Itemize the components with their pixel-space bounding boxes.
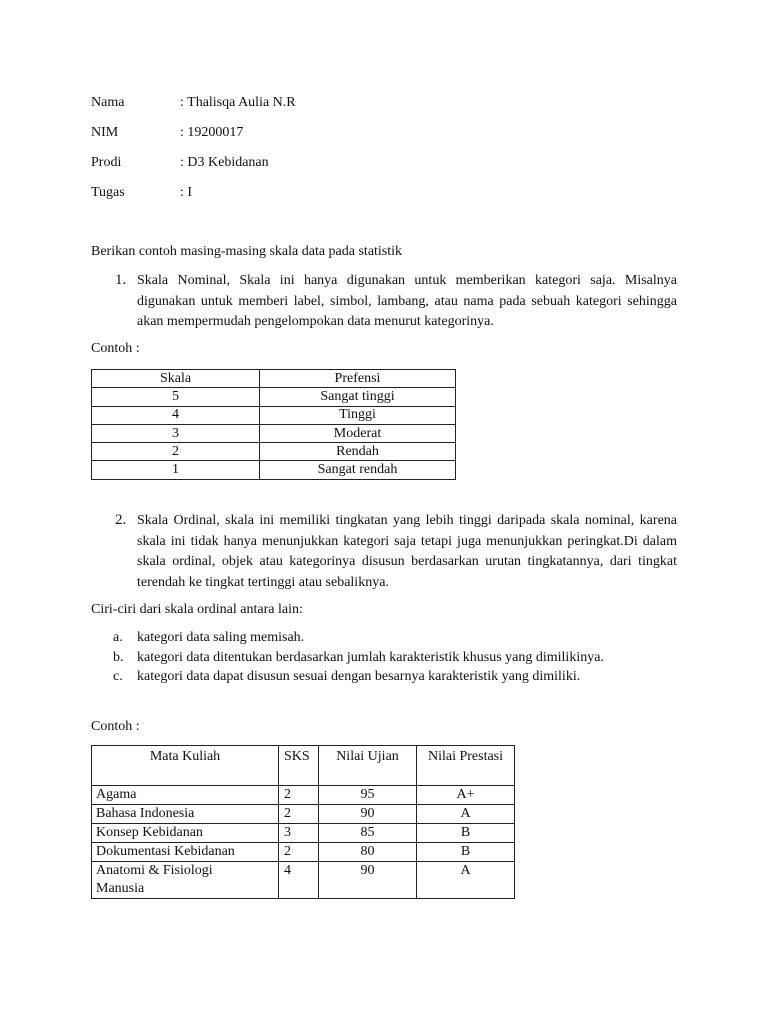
item-number: 1.	[115, 272, 127, 288]
identity-label: Prodi	[91, 155, 122, 170]
column-header: SKS	[279, 746, 319, 786]
table-cell: 1	[92, 461, 260, 479]
table-cell: 90	[319, 805, 417, 824]
table-row	[92, 424, 456, 442]
table-cell: Agama	[92, 786, 279, 805]
table-cell: 4	[92, 406, 260, 424]
column-header: Nilai Ujian	[319, 746, 417, 786]
table-cell: 2	[279, 843, 319, 862]
list-text: kategori data saling memisah.	[137, 630, 305, 645]
table-cell: 2	[92, 443, 260, 461]
item-paragraph-ordinal: Skala Ordinal, skala ini memiliki tingkatan yang lebih tinggi daripada skala nominal, karena skala ini tidak hanya menunjukkan kategori saja tetapi juga menunjukkan peringkat.Di dalam skala ordinal, objek atau kategorinya disusun berdasarkan urutan tingkatannya, dari tingkat terendah ke tingkat tertinggi atau sebaliknya.	[137, 513, 677, 590]
column-header: Skala	[92, 370, 260, 388]
contoh-label: Contoh :	[91, 719, 140, 734]
table-cell: Konsep Kebidanan	[92, 824, 279, 843]
table-cell: Bahasa Indonesia	[92, 805, 279, 824]
item-number: 2.	[115, 512, 127, 528]
table-row	[92, 862, 515, 899]
ciri-heading: Ciri-ciri dari skala ordinal antara lain:	[91, 602, 303, 617]
table-cell: 3	[92, 424, 260, 442]
table-cell: Moderat	[260, 424, 456, 442]
list-item	[91, 628, 691, 648]
table-row	[92, 824, 515, 843]
column-header: Mata Kuliah	[92, 746, 279, 786]
table-row	[92, 388, 456, 406]
table-cell: 2	[279, 786, 319, 805]
ciri-list	[91, 628, 691, 687]
table-row	[92, 786, 515, 805]
table-cell: 2	[279, 805, 319, 824]
table-cell: Sangat tinggi	[260, 388, 456, 406]
table-cell: B	[417, 843, 515, 862]
list-marker: b.	[113, 649, 124, 665]
identity-value: : D3 Kebidanan	[180, 155, 269, 170]
table-cell: Rendah	[260, 443, 456, 461]
table-row	[92, 443, 456, 461]
table-cell: 85	[319, 824, 417, 843]
table-cell: 95	[319, 786, 417, 805]
table-cell: A	[417, 862, 515, 899]
column-header: Prefensi	[260, 370, 456, 388]
table-cell: A	[417, 805, 515, 824]
identity-value: : I	[180, 185, 193, 200]
table-header-row	[92, 370, 456, 388]
table-cell: B	[417, 824, 515, 843]
identity-label: NIM	[91, 125, 119, 140]
identity-value: : Thalisqa Aulia N.R	[180, 95, 296, 110]
table-header-row	[92, 746, 515, 786]
list-marker: a.	[113, 630, 123, 645]
table-cell: 90	[319, 862, 417, 899]
list-item	[91, 648, 691, 668]
list-text: kategori data dapat disusun sesuai dengan besarnya karakteristik yang dimiliki.	[137, 669, 581, 684]
identity-value: : 19200017	[180, 125, 244, 140]
identity-label: Nama	[91, 95, 125, 110]
identity-row-nim	[91, 123, 591, 143]
table-row	[92, 805, 515, 824]
table-cell: 3	[279, 824, 319, 843]
table-cell: Tinggi	[260, 406, 456, 424]
table-cell: 5	[92, 388, 260, 406]
list-item	[91, 667, 691, 687]
identity-row-prodi	[91, 153, 591, 173]
identity-row-tugas	[91, 183, 591, 203]
identity-label: Tugas	[91, 185, 125, 200]
skala-nominal-table	[91, 369, 456, 480]
table-row	[92, 843, 515, 862]
nilai-mata-kuliah-table	[91, 745, 515, 899]
item-paragraph-nominal: Skala Nominal, Skala ini hanya digunakan untuk memberikan kategori saja. Misalnya digunakan untuk memberi label, simbol, lambang, atau nama pada sebuah kategori sehingga akan mempermudah pengelompokan data menurut kategorinya.	[137, 273, 677, 329]
table-cell: Sangat rendah	[260, 461, 456, 479]
table-cell: Anatomi & Fisiologi Manusia	[92, 862, 279, 899]
column-header: Nilai Prestasi	[417, 746, 515, 786]
contoh-label: Contoh :	[91, 341, 140, 356]
list-text: kategori data ditentukan berdasarkan jumlah karakteristik khusus yang dimilikinya.	[137, 649, 604, 665]
table-cell: Dokumentasi Kebidanan	[92, 843, 279, 862]
table-row	[92, 406, 456, 424]
table-cell: A+	[417, 786, 515, 805]
instruction-text: Berikan contoh masing-masing skala data pada statistik	[91, 244, 403, 259]
table-cell: 80	[319, 843, 417, 862]
table-row	[92, 461, 456, 479]
table-cell: 4	[279, 862, 319, 899]
identity-row-nama	[91, 93, 591, 113]
list-marker: c.	[113, 669, 123, 684]
